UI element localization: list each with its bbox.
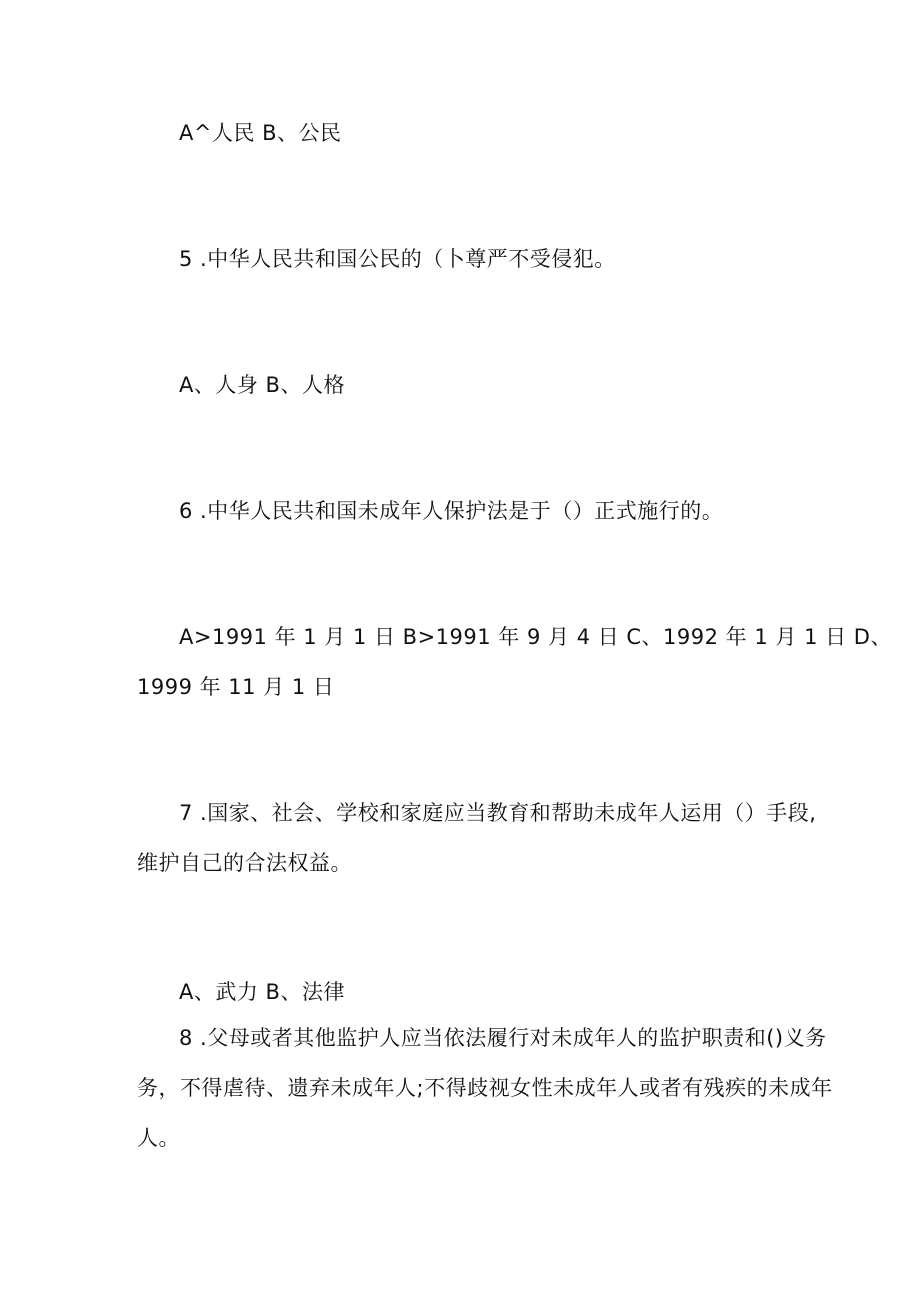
question-7-line1: 7 .国家、社会、学校和家庭应当教育和帮助未成年人运用（）手段, bbox=[179, 801, 817, 825]
answer-options-q6-line2: 1999 年 11 月 1 日 bbox=[137, 675, 335, 699]
question-5: 5 .中华人民共和国公民的（卜尊严不受侵犯。 bbox=[179, 247, 616, 271]
question-8-line2: 务，不得虐待、遗弃未成年人;不得歧视女性未成年人或者有残疾的未成年 bbox=[137, 1076, 833, 1100]
question-8-line3: 人。 bbox=[137, 1126, 180, 1150]
answer-options-q7: A、武力 B、法律 bbox=[179, 980, 345, 1004]
question-7-line2: 维护自己的合法权益。 bbox=[137, 851, 352, 875]
answer-options-q4: A^人民 B、公民 bbox=[179, 121, 342, 145]
answer-options-q6-line1: A>1991 年 1 月 1 日 B>1991 年 9 月 4 日 C、1992 年 1 月 1 日 D、 bbox=[179, 625, 892, 649]
answer-options-q5: A、人身 B、人格 bbox=[179, 373, 345, 397]
question-6: 6 .中华人民共和国未成年人保护法是于（）正式施行的。 bbox=[179, 499, 724, 523]
question-8-line1: 8 .父母或者其他监护人应当依法履行对未成年人的监护职责和()义务 bbox=[179, 1026, 827, 1050]
